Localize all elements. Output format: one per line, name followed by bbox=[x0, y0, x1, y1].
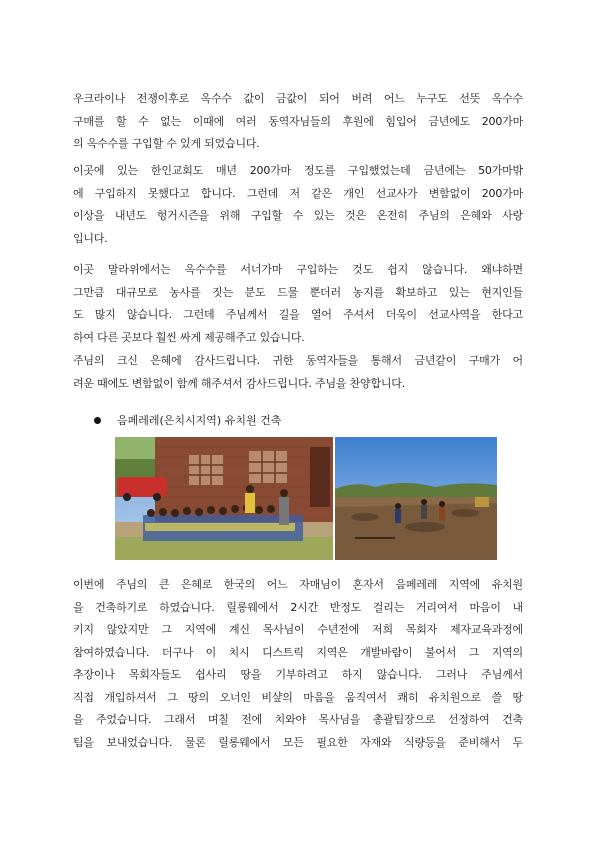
text-line: 추장이나 목회자들도 쉽사리 땅을 기부하려고 하지 않습니다. 그러나 주님께서 bbox=[73, 668, 523, 681]
bullet-item bbox=[94, 410, 281, 432]
kindergarten-children-photo bbox=[115, 437, 333, 560]
text-line: 그만큼 대규모로 농사를 짓는 분도 드물 뿐더러 농지를 확보하고 있는 현지인들 bbox=[73, 285, 523, 299]
text-line: 을 주었습니다. 그래서 며칠 전에 치와야 목사님을 총괄팀장으로 선정하여 건축 bbox=[73, 713, 523, 726]
paragraph-2 bbox=[73, 160, 523, 250]
text-line: 이번에 주님의 큰 은혜로 한국의 어느 자매님이 혼자서 음페레레 지역에 유치원 bbox=[73, 578, 523, 591]
text-line: 팀을 보내었습니다. 물론 릴롱웨에서 모든 필요한 자재와 식량등을 준비해서 두 bbox=[73, 735, 523, 749]
bullet-dot-icon bbox=[94, 417, 101, 424]
text-line: 하여 다른 곳보다 훨씬 싸게 제공해주고 있습니다. bbox=[73, 330, 305, 344]
paragraph-1 bbox=[73, 88, 523, 156]
construction-site-photo bbox=[335, 437, 497, 560]
paragraph-3 bbox=[73, 259, 523, 349]
text-line: 을 건축하기로 하였습니다. 릴롱웨에서 2시간 반정도 걸리는 거리여서 마음이 내 bbox=[73, 600, 523, 614]
text-line: 직접 개입하셔서 그 땅의 오너인 비샾의 마음을 움직여서 쾌히 유치원으로 쓸 땅 bbox=[73, 690, 523, 704]
text-line: 참여하였습니다. 더구나 이 치시 디스트릭 지역은 개발바람이 불어서 그 지역의 bbox=[73, 645, 523, 659]
text-line: 이상을 내년도 헝거시즌을 위해 구입할 수 있는 것은 온전히 주님의 은혜와 사랑 bbox=[73, 209, 523, 222]
paragraph-5 bbox=[73, 574, 523, 754]
text-line: 키지 않았지만 그 지역에 계신 목사님이 수년전에 저희 목회자 제자교육과정에 bbox=[73, 623, 523, 636]
text-line: 려운 때에도 변함없이 함께 해주셔서 감사드립니다. 주님을 찬양합니다. bbox=[73, 376, 406, 390]
text-line: 주님의 크신 은혜에 감사드립니다. 귀한 동역자들을 통해서 금년같이 구매가 어 bbox=[73, 354, 523, 367]
text-line: 이곳에 있는 한인교회도 매년 200가마 정도를 구입했었는데 금년에는 50가마밖 bbox=[73, 164, 523, 177]
text-line: 우크라이나 전쟁이후로 옥수수 값이 금값이 되어 버려 어느 누구도 선뜻 옥수수 bbox=[73, 92, 523, 105]
text-line: 구매를 할 수 없는 이때에 여러 동역자님들의 후원에 힘입어 금년에도 200가마 bbox=[73, 114, 523, 128]
text-line: 에 구입하지 못했다고 합니다. 그런데 저 같은 개인 선교사가 변함없이 200가마 bbox=[73, 186, 523, 200]
text-line: 의 옥수수를 구입할 수 있게 되었습니다. bbox=[73, 137, 260, 150]
text-line: 입니다. bbox=[73, 231, 108, 245]
paragraph-4 bbox=[73, 350, 523, 395]
bullet-text: 음페레레(은치시지역) 유치원 건축 bbox=[117, 414, 282, 427]
text-line: 도 많지 않습니다. 그런데 주님께서 길을 열어 주셔서 더욱이 선교사역을 한다고 bbox=[73, 308, 523, 321]
text-line: 이곳 말라위에서는 옥수수를 서너가마 구입하는 것도 쉽지 않습니다. 왜냐하면 bbox=[73, 263, 523, 276]
